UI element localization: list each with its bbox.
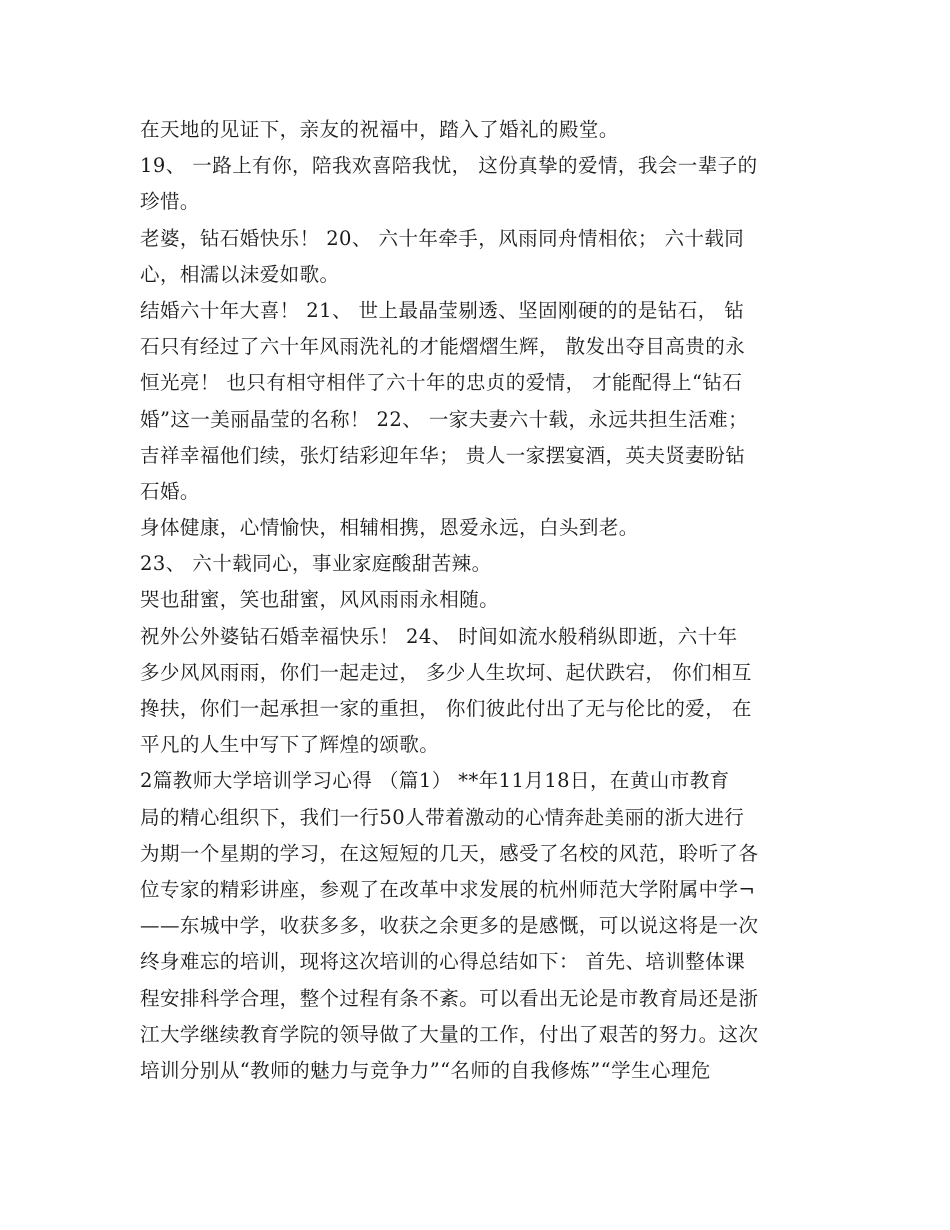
text-line: 心，相濡以沫爱如歌。 (140, 262, 340, 286)
text-line: 身体健康，心情愉快，相辅相携，恩爱永远，白头到老。 (140, 516, 639, 540)
text-line: 2篇教师大学培训学习心得 （篇1） **年11月18日，在黄山市教育 (140, 769, 730, 793)
text-line: 结婚六十年大喜！ 21、 世上最晶莹剔透、坚固刚硬的的是钻石， 钻 (140, 298, 745, 322)
text-line: ——东城中学，收获多多，收获之余更多的是感慨，可以说这将是一次 (140, 914, 759, 938)
text-line: 程安排科学合理，整个过程有条不紊。可以看出无论是市教育局还是浙 (140, 986, 759, 1010)
body-text (140, 112, 840, 1089)
text-line: 位专家的精彩讲座，参观了在改革中求发展的杭州师范大学附属中学¬ (140, 877, 756, 901)
text-line: 吉祥幸福他们续，张灯结彩迎年华； 贵人一家摆宴酒，英夫贤妻盼钻 (140, 443, 746, 467)
text-line: 培训分别从“教师的魅力与竞争力”“名师的自我修炼”“学生心理危 (140, 1058, 711, 1082)
text-line: 搀扶，你们一起承担一家的重担， 你们彼此付出了无与伦比的爱， 在 (140, 697, 752, 720)
text-line: 在天地的见证下，亲友的祝福中，踏入了婚礼的殿堂。 (140, 118, 619, 141)
text-line: 19、 一路上有你，陪我欢喜陪我忧， 这份真挚的爱情，我会一辈子的 (140, 154, 758, 178)
text-line: 多少风风雨雨，你们一起走过， 多少人生坎坷、起伏跌宕， 你们相互 (140, 660, 752, 684)
text-line: 局的精心组织下，我们一行50人带着激动的心情奔赴美丽的浙大进行 (140, 805, 745, 829)
text-line: 祝外公外婆钻石婚幸福快乐！ 24、 时间如流水般稍纵即逝，六十年 (140, 624, 738, 648)
text-line: 老婆，钻石婚快乐！ 20、 六十年牵手，风雨同舟情相依； 六十载同 (140, 226, 745, 250)
text-line: 恒光亮！ 也只有相守相伴了六十年的忠贞的爱情， 才能配得上“钻石 (140, 371, 743, 395)
text-line: 为期一个星期的学习，在这短短的几天，感受了名校的风范，聆听了各 (140, 841, 759, 865)
text-line: 23、 六十载同心，事业家庭酸甜苦辣。 (140, 552, 492, 576)
text-line: 石婚。 (140, 479, 200, 503)
text-line: 平凡的人生中写下了辉煌的颂歌。 (140, 733, 440, 757)
text-line: 珍惜。 (140, 190, 200, 214)
text-line: 终身难忘的培训，现将这次培训的心得总结如下： 首先、培训整体课 (140, 950, 746, 974)
text-line: 婚”这一美丽晶莹的名称！ 22、 一家夫妻六十载，永远共担生活难； (140, 407, 749, 431)
text-line: 石只有经过了六十年风雨洗礼的才能熠熠生辉， 散发出夺目高贵的永 (140, 335, 746, 359)
text-line: 江大学继续教育学院的领导做了大量的工作，付出了艰苦的努力。这次 (140, 1022, 759, 1046)
text-line: 哭也甜蜜，笑也甜蜜，风风雨雨永相随。 (140, 588, 500, 612)
